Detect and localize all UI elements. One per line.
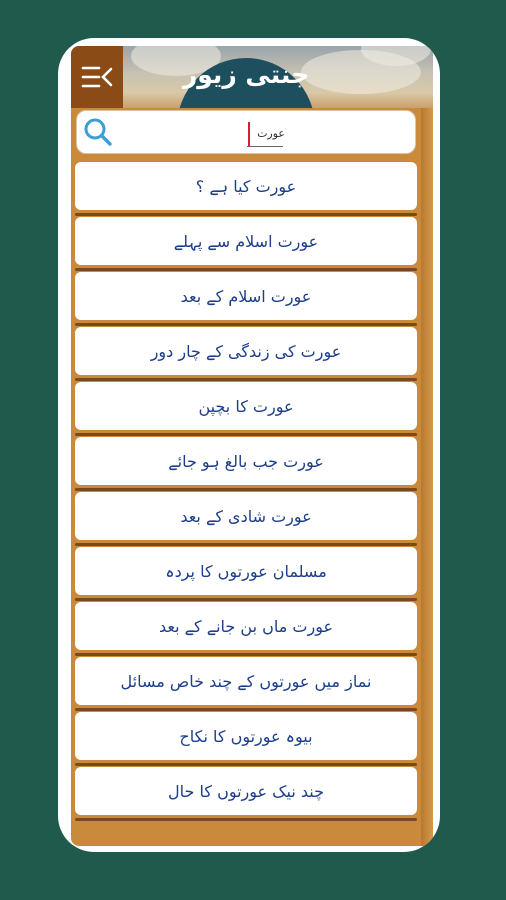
list-item-label: نماز میں عورتوں کے چند خاص مسائل xyxy=(120,671,372,691)
screen-edge-decoration xyxy=(421,108,433,846)
list-item-label: عورت اسلام سے پہلے xyxy=(173,231,319,251)
list-item-label: عورت کی زندگی کے چار دور xyxy=(150,341,342,361)
list-item-label: عورت اسلام کے بعد xyxy=(180,286,312,306)
app-title-badge xyxy=(177,58,315,108)
text-cursor xyxy=(248,122,250,146)
list-item[interactable] xyxy=(75,327,417,375)
list-item[interactable] xyxy=(75,272,417,320)
list-item-label: عورت کیا ہے ؟ xyxy=(195,176,297,196)
list-item-label: مسلمان عورتوں کا پردہ xyxy=(165,561,327,581)
app-screen xyxy=(71,46,433,846)
menu-button[interactable] xyxy=(71,46,123,108)
list-item[interactable] xyxy=(75,712,417,760)
search-input[interactable] xyxy=(245,120,285,146)
list-item[interactable] xyxy=(75,382,417,430)
list-item[interactable] xyxy=(75,162,417,210)
list-item-label: چند نیک عورتوں کا حال xyxy=(168,781,324,801)
list-item-label: عورت کا بچپن xyxy=(198,396,294,416)
list-item[interactable] xyxy=(75,657,417,705)
search-bar xyxy=(76,110,416,154)
app-title: جنتی زیور xyxy=(182,60,310,89)
input-underline xyxy=(247,146,283,147)
phone-frame xyxy=(58,38,440,852)
list-item-label: بیوہ عورتوں کا نکاح xyxy=(179,726,313,746)
list-item[interactable] xyxy=(75,767,417,815)
app-header xyxy=(71,46,433,108)
list-item[interactable] xyxy=(75,602,417,650)
list-item-label: عورت جب بالغ ہو جائے xyxy=(168,451,324,471)
list-item[interactable] xyxy=(75,217,417,265)
list-item[interactable] xyxy=(75,547,417,595)
list-item-label: عورت شادی کے بعد xyxy=(180,506,312,526)
list-item[interactable] xyxy=(75,437,417,485)
search-icon[interactable] xyxy=(83,117,113,147)
list-item-label: عورت ماں بن جانے کے بعد xyxy=(158,616,333,636)
list-item[interactable] xyxy=(75,492,417,540)
menu-back-icon xyxy=(80,64,114,90)
